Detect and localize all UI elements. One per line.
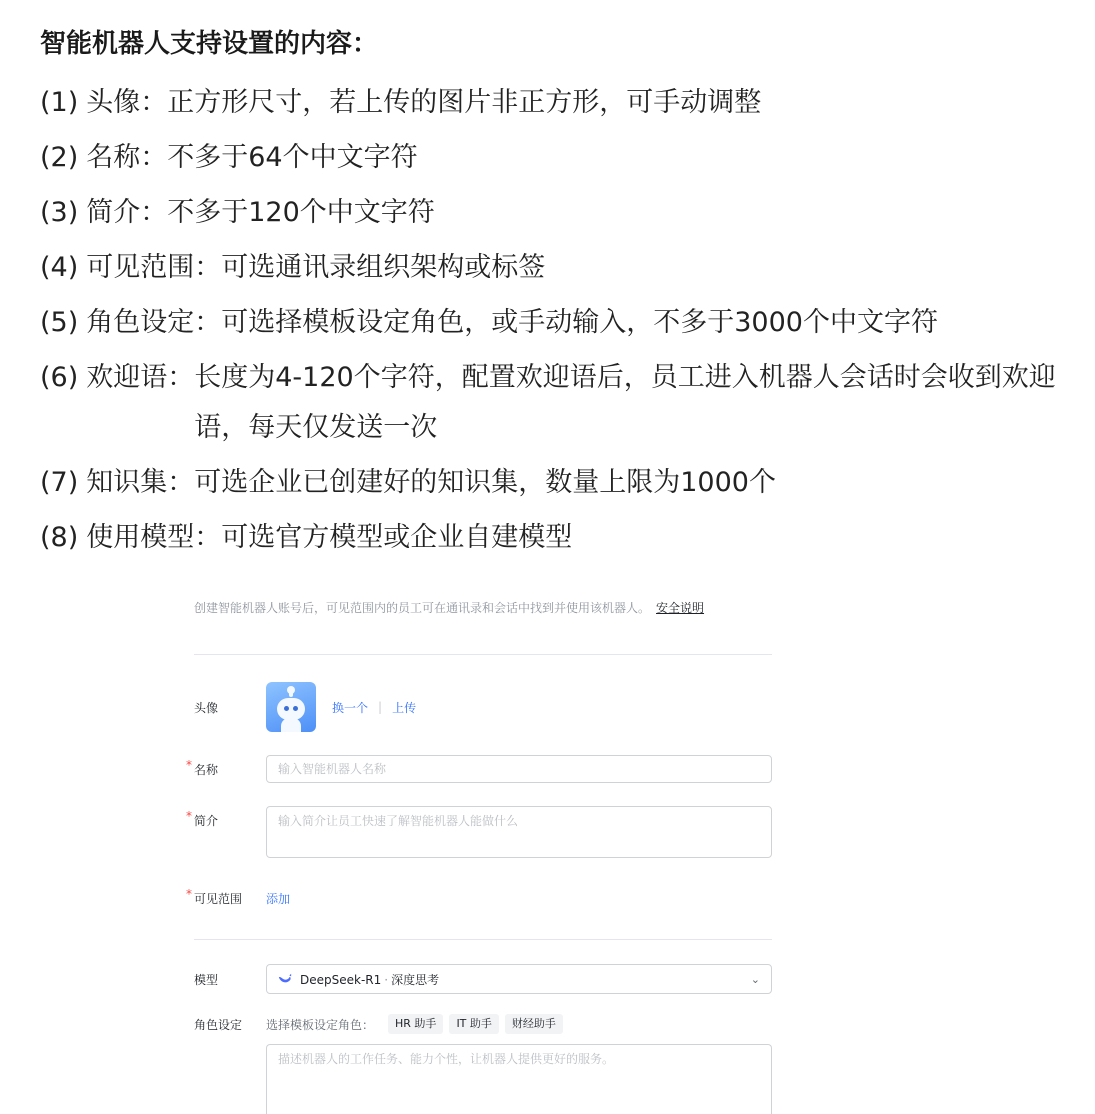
- bot-settings-form: [186, 598, 774, 1114]
- security-link[interactable]: 安全说明: [656, 601, 705, 615]
- name-row: [186, 755, 774, 783]
- upload-avatar-button[interactable]: 上传: [392, 700, 417, 715]
- template-tag-it[interactable]: IT 助手: [449, 1014, 498, 1034]
- intro-label: * 简介: [186, 809, 219, 828]
- item-number: (4): [40, 252, 79, 283]
- item-number: (5): [40, 307, 79, 338]
- item-label: 名称：: [86, 142, 168, 173]
- intro-heading: 智能机器人支持设置的内容：: [40, 29, 379, 59]
- item-label: 简介：: [86, 197, 168, 228]
- intro-row: [186, 806, 774, 858]
- required-mark: *: [186, 887, 192, 901]
- model-name: DeepSeek-R1: [300, 972, 382, 987]
- scope-row: [186, 887, 774, 907]
- model-select[interactable]: [266, 964, 772, 994]
- list-item: [40, 243, 1070, 293]
- item-label: 使用模型：: [86, 522, 222, 553]
- form-description: [194, 598, 774, 618]
- required-mark: *: [186, 809, 192, 823]
- item-label: 知识集：: [86, 467, 195, 498]
- item-number: (1): [40, 87, 79, 118]
- list-item: [40, 353, 1070, 453]
- avatar[interactable]: [266, 682, 316, 732]
- item-label: 欢迎语：: [86, 362, 195, 393]
- item-text: 可选通讯录组织架构或标签: [221, 252, 546, 283]
- avatar-row: [194, 681, 774, 733]
- avatar-label: 头像: [194, 700, 219, 715]
- template-hint: 选择模板设定角色：: [266, 1017, 375, 1032]
- template-tag-finance[interactable]: 财经助手: [505, 1014, 563, 1034]
- item-number: (7): [40, 467, 79, 498]
- required-mark: *: [186, 757, 192, 772]
- item-number: (8): [40, 522, 79, 553]
- item-number: (3): [40, 197, 79, 228]
- separator: |: [378, 700, 383, 714]
- list-item: [40, 458, 1070, 508]
- intro-section: [40, 24, 1070, 568]
- model-row: [194, 964, 774, 994]
- list-item: [40, 188, 1070, 238]
- intro-textarea[interactable]: 输入简介让员工快速了解智能机器人能做什么: [266, 806, 772, 858]
- chevron-down-icon: ⌄: [750, 972, 760, 986]
- deepseek-whale-icon: [278, 972, 292, 986]
- scope-label: * 可见范围: [186, 887, 243, 906]
- item-label: 可见范围：: [86, 252, 222, 283]
- item-text: 不多于120个中文字符: [167, 197, 435, 228]
- role-textarea[interactable]: 描述机器人的工作任务、能力个性，让机器人提供更好的服务。: [266, 1044, 772, 1114]
- divider: [194, 939, 772, 940]
- role-label: 角色设定: [194, 1017, 243, 1032]
- role-row: [194, 1014, 774, 1034]
- item-text: 长度为4-120个字符，配置欢迎语后，员工进入机器人会话时会收到欢迎语，每天仅发送一次: [194, 362, 1056, 443]
- name-input[interactable]: 输入智能机器人名称: [266, 755, 772, 783]
- separator: ·: [384, 972, 389, 987]
- item-text: 可选择模板设定角色，或手动输入，不多于3000个中文字符: [221, 307, 938, 338]
- item-text: 可选官方模型或企业自建模型: [221, 522, 573, 553]
- list-item: [40, 133, 1070, 183]
- item-label: 角色设定：: [86, 307, 222, 338]
- divider: [194, 654, 772, 655]
- change-avatar-button[interactable]: 换一个: [332, 700, 369, 715]
- description-text: 创建智能机器人账号后，可见范围内的员工可在通讯录和会话中找到并使用该机器人。: [194, 601, 651, 615]
- template-tag-hr[interactable]: HR 助手: [388, 1014, 443, 1034]
- model-label: 模型: [194, 972, 219, 987]
- list-item: [40, 78, 1070, 128]
- list-item: [40, 298, 1070, 348]
- item-text: 正方形尺寸，若上传的图片非正方形，可手动调整: [167, 87, 762, 118]
- item-text: 可选企业已创建好的知识集，数量上限为1000个: [194, 467, 776, 498]
- role-input-row: [194, 1044, 774, 1114]
- add-scope-button[interactable]: 添加: [266, 892, 291, 906]
- item-number: (2): [40, 142, 79, 173]
- item-number: (6): [40, 362, 79, 393]
- model-mode: 深度思考: [391, 972, 440, 987]
- list-item: [40, 513, 1070, 563]
- item-label: 头像：: [86, 87, 168, 118]
- requirements-list: [40, 78, 1070, 563]
- item-text: 不多于64个中文字符: [167, 142, 418, 173]
- name-label: * 名称: [186, 757, 219, 777]
